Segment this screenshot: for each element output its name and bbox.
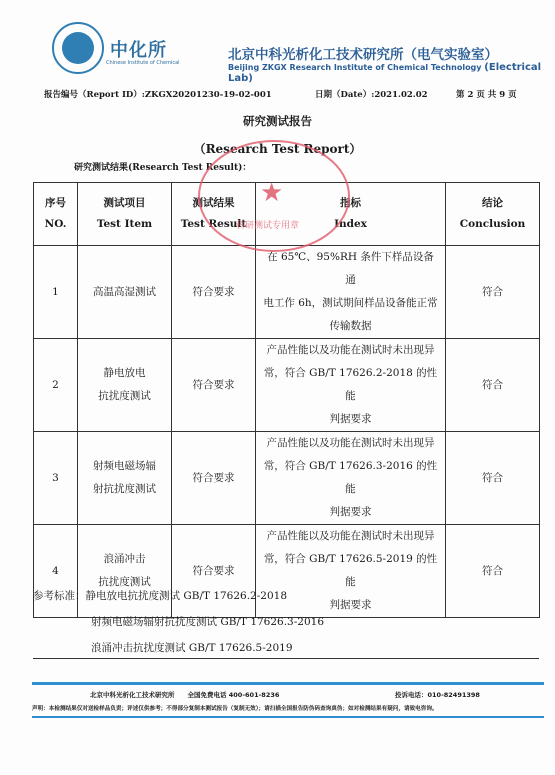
page-number: 第 2 页 共 9 页 xyxy=(456,90,517,100)
table-row xyxy=(34,246,540,339)
header-conclusion: 结论 Conclusion xyxy=(446,183,540,246)
cell-conclusion: 符合 xyxy=(446,525,540,618)
organization-name-en-main: Beijing ZKGX Research Institute of Chemical Technology xyxy=(228,63,482,72)
cell-conclusion: 符合 xyxy=(446,432,540,525)
organization-lab-en: (Electrical Lab) xyxy=(228,62,542,84)
header-index: 指标 Index xyxy=(256,183,446,246)
cell-no: 1 xyxy=(34,246,78,339)
cell-test-item: 高温高湿测试 xyxy=(78,246,172,339)
footer-organization: 北京中科光析化工技术研究所 全国免费电话 400-601-8236 xyxy=(90,691,280,699)
result-section-label: 研究测试结果(Research Test Result)： xyxy=(74,163,252,173)
cell-test-result: 符合要求 xyxy=(172,339,256,432)
organization-name-en xyxy=(228,62,555,84)
reference-label: 参考标准： xyxy=(33,590,86,602)
cell-test-item: 静电放电 抗扰度测试 xyxy=(78,339,172,432)
stamp-text: 科研测试专用章 xyxy=(236,221,300,231)
cell-test-result: 符合要求 xyxy=(172,432,256,525)
footer-bar-top xyxy=(32,682,544,685)
reference-item: 参考标准：静电放电抗扰度测试 GB/T 17626.2-2018 xyxy=(33,590,288,602)
report-title-cn: 研究测试报告 xyxy=(243,114,312,128)
header-test-result: 测试结果 Test Result xyxy=(172,183,256,246)
cell-index: 在 65℃、95%RH 条件下样品设备通 电工作 6h，测试期间样品设备能正常 传输数据 xyxy=(256,246,446,339)
cell-test-result: 符合要求 xyxy=(172,246,256,339)
report-title-en: （Research Test Report） xyxy=(193,142,362,156)
header-test-item: 测试项目 Test Item xyxy=(78,183,172,246)
reference-standards xyxy=(33,583,324,661)
table-row xyxy=(34,339,540,432)
cell-index: 产品性能以及功能在测试时未出现异 常，符合 GB/T 17626.3-2016 的性能 判据要求 xyxy=(256,432,446,525)
header-no: 序号 NO. xyxy=(34,183,78,246)
cell-test-item: 浪涌冲击 抗扰度测试 xyxy=(78,525,172,618)
cell-no: 4 xyxy=(34,525,78,618)
footer-notice: 声明：本检测结果仅对送检样品负责；评述仅供参考；不得部分复制本测试报告（复制无效）；请扫描全国报告防伪码查询真伪；如对检测结果有疑问，请致电咨询。 xyxy=(32,706,438,712)
stamp-star-icon: ★ xyxy=(260,178,284,208)
report-date: 日期（Date）:2021.02.02 xyxy=(315,90,428,100)
cell-conclusion: 符合 xyxy=(446,339,540,432)
footer-complaint-tel: 投诉电话：010-82491398 xyxy=(395,691,480,699)
report-id: 报告编号（Report ID）:ZKGX20201230-19-02-001 xyxy=(44,90,272,100)
cell-no: 3 xyxy=(34,432,78,525)
reference-item: 浪涌冲击抗扰度测试 GB/T 17626.5-2019 xyxy=(91,642,293,654)
cell-index: 产品性能以及功能在测试时未出现异 常，符合 GB/T 17626.5-2019 的性能 判据要求 xyxy=(256,525,446,618)
divider xyxy=(33,658,539,659)
cell-conclusion: 符合 xyxy=(446,246,540,339)
logo-text-cn: 中化所 xyxy=(110,40,167,61)
reference-item: 射频电磁场辐射抗扰度测试 GB/T 17626.3-2016 xyxy=(91,616,325,628)
cell-test-result: 符合要求 xyxy=(172,525,256,618)
institute-logo-icon xyxy=(52,22,104,74)
cell-index: 产品性能以及功能在测试时未出现异 常，符合 GB/T 17626.2-2018 的性能 判据要求 xyxy=(256,339,446,432)
cell-test-item: 射频电磁场辐 射抗扰度测试 xyxy=(78,432,172,525)
logo-text-en: Chinese Institute of Chemical xyxy=(106,60,180,66)
cell-no: 2 xyxy=(34,339,78,432)
table-row xyxy=(34,432,540,525)
organization-name-cn: 北京中科光析化工技术研究所（电气实验室） xyxy=(228,47,498,63)
footer-bar-bottom xyxy=(32,716,544,718)
